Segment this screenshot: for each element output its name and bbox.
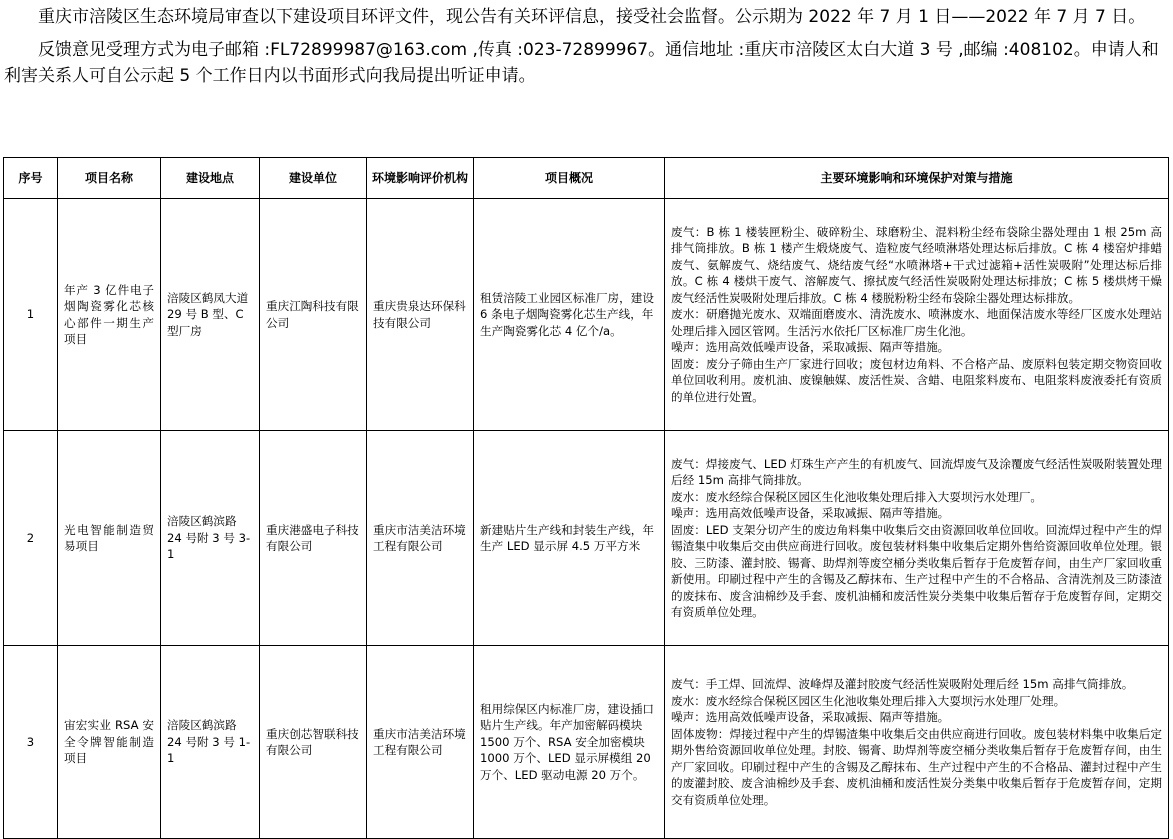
header-agency: 环境影响评价机构 [367,158,474,199]
row-number: 2 [4,431,58,646]
eia-agency: 重庆市洁美洁环境工程有限公司 [367,431,474,646]
construction-unit: 重庆创芯智联科技有限公司 [260,646,367,839]
project-overview: 租赁涪陵工业园区标准厂房，建设 6 条电子烟陶瓷雾化芯生产线，年生产陶瓷雾化芯 4 亿个/a。 [474,199,665,431]
header-overview: 项目概况 [474,158,665,199]
measure-waste-water: 废水：废水经综合保税区园区生化池收集处理后排入大耍坝污水处理厂。 [671,489,1043,504]
measure-waste-gas: 废气：B 栋 1 楼装匣粉尘、破碎粉尘、球磨粉尘、混料粉尘经布袋除尘器处理由 1 根 25m 高排气筒排放。B 栋 1 楼产生煅烧废气、造粒废气经喷淋塔处理达标后排放。C 栋 4 楼窑炉排蜡废气、氨解废气、烧结废气、烧结废气经“水喷淋塔+干式过滤箱+活性炭吸附”处理达标后排放。C 栋 4 楼烘干废气、溶解废气、擦拭废气经活性炭吸附处理达标排放；C 栋 5 楼烘烤干燥废气经活性炭吸附处理后排放。C 栋 4 楼脱粉粉尘经布袋除尘器处理达标排放。 [671,224,1162,305]
notice-paragraph-1: 重庆市涪陵区生态环境局审查以下建设项目环评文件，现公告有关环评信息，接受社会监督。公示期为 2022 年 7 月 1 日——2022 年 7 月 7 日。 [38,7,1146,27]
construction-unit: 重庆港盛电子科技有限公司 [260,431,367,646]
project-location: 涪陵区鹤滨路 24 号附 3 号 1-1 [161,646,260,839]
measure-solid-waste: 固体废物：焊接过程中产生的焊锡渣集中收集后交由供应商进行回收。废包装材料集中收集后定期外售给资源回收单位处理。封胶、锡膏、助焊剂等废空桶分类收集后暂存于危废暂存间，由生产厂家回收。印刷过程中产生的含锡及乙醇抹布、生产过程中产生的不合格品、灌封过程中产生的废灌封胶、废含油棉纱及手套、废机油桶和废活性炭分类集中收集后暂存于危废暂存间，定期交有资质单位处理。 [671,726,1162,807]
measure-noise: 噪声：选用高效低噪声设备，采取减振、隔声等措施。 [671,506,950,520]
environmental-measures [665,646,1169,839]
measure-solid-waste: 固废：LED 支架分切产生的废边角料集中收集后交由资源回收单位回收。回流焊过程中产生的焊锡渣集中收集后交由供应商进行回收。废包装材料集中收集后定期外售给资源回收单位处理。银胶、三防漆、灌封胶、锡膏、助焊剂等废空桶分类收集后暂存于危废暂存间，由生产厂家回收重新使用。印刷过程中产生的含锡及乙醇抹布、生产过程中产生的不合格品、含清洗剂及三防漆渣的废抹布、废含油棉纱及手套、废机油桶和废活性炭分类集中收集后暂存于危废暂存间，定期交有资质单位处理。 [671,522,1162,619]
header-no: 序号 [4,158,58,199]
project-overview: 租用综保区内标准厂房，建设插口贴片生产线。年产加密解码模块 1500 万个、RSA 安全加密模块 1000 万个、LED 显示屏模组 20 万个、LED 驱动电源 20 万个。 [474,646,665,839]
notice-paragraph-2: 反馈意见受理方式为电子邮箱 :FL72899987@163.com ,传真 :023-72899967。通信地址 :重庆市涪陵区太白大道 3 号 ,邮编 :408102。申请人和利害关系人可自公示起 5 个工作日内以书面形式向我局提出听证申请。 [4,40,1159,86]
header-location: 建设地点 [161,158,260,199]
project-location: 涪陵区鹤凤大道 29 号 B 型、C 型厂房 [161,199,260,431]
header-unit: 建设单位 [260,158,367,199]
project-name: 光电智能制造贸易项目 [58,431,161,646]
project-name: 年产 3 亿件电子烟陶瓷雾化芯核心部件一期生产项目 [58,199,161,431]
eia-agency: 重庆市洁美洁环境工程有限公司 [367,646,474,839]
eia-agency: 重庆贵泉达环保科技有限公司 [367,199,474,431]
measure-waste-water: 废水：废水经综合保税区园区生化池收集处理后排入大耍坝污水处理厂处理。 [671,693,1066,708]
row-number: 3 [4,646,58,839]
table-row [4,199,1169,431]
measure-waste-gas: 废气：手工焊、回流焊、波峰焊及灌封胶废气经活性炭吸附处理后经 15m 高排气筒排放。 [671,677,1134,691]
header-measures: 主要环境影响和环境保护对策与措施 [665,158,1169,199]
header-name: 项目名称 [58,158,161,199]
table-row [4,431,1169,646]
project-overview: 新建贴片生产线和封装生产线，年生产 LED 显示屏 4.5 万平方米 [474,431,665,646]
project-location: 涪陵区鹤滨路 24 号附 3 号 3-1 [161,431,260,646]
environmental-measures [665,431,1169,646]
project-name: 宙宏实业 RSA 安全令牌智能制造项目 [58,646,161,839]
project-table [3,157,1169,839]
measure-waste-gas: 废气：焊接废气、LED 灯珠生产产生的有机废气、回流焊废气及涂覆废气经活性炭吸附装置处理后经 15m 高排气筒排放。 [671,456,1162,487]
table-header-row [4,158,1169,199]
measure-noise: 噪声：选用高效低噪声设备，采取减振、隔声等措施。 [671,340,950,355]
notice [0,0,1173,89]
measure-solid-waste: 固废：废分子筛由生产厂家进行回收；废包材边角料、不合格产品、废原料包装定期交物资回收单位回收利用。废机油、废镍触媒、废活性炭、含蜡、电阻浆料废布、电阻浆料废液委托有资质的单位进行处置。 [671,356,1162,404]
table-row [4,646,1169,839]
environmental-measures [665,199,1169,431]
measure-waste-water: 废水：研磨抛光废水、双端面磨废水、清洗废水、喷淋废水、地面保洁废水等经厂区废水处理站处理后排入园区管网。生活污水依托厂区标准厂房生化池。 [671,307,1162,338]
row-number: 1 [4,199,58,431]
measure-noise: 噪声：选用高效低噪声设备，采取减振、隔声等措施。 [671,710,950,724]
construction-unit: 重庆江陶科技有限公司 [260,199,367,431]
